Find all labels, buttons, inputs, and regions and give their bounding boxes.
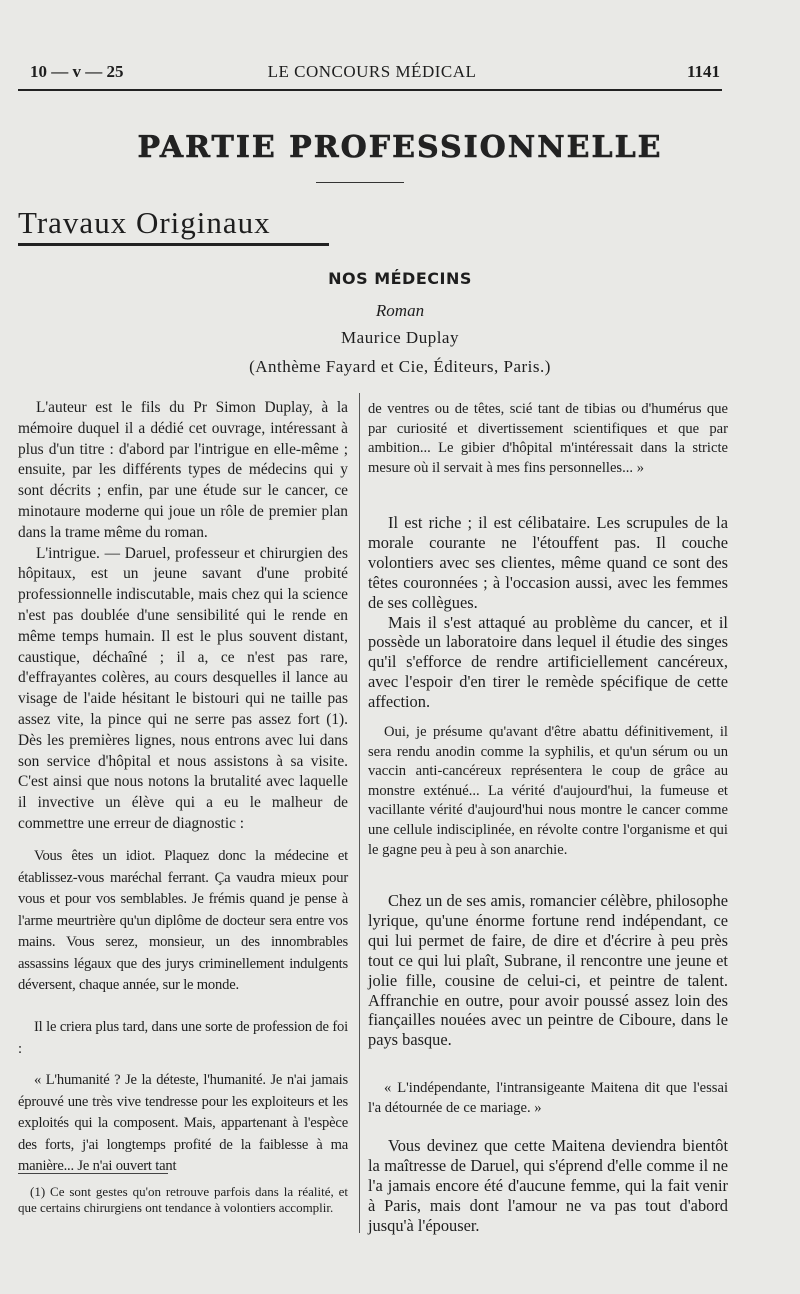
column-divider [359, 393, 360, 1233]
right-column-maitena [368, 1136, 728, 1236]
paragraph-profession-de-foi: Il le criera plus tard, dans une sorte de profession de foi : [18, 1019, 348, 1057]
paragraph-maitena: Vous devinez que cette Maitena deviendra bientôt la maîtresse de Daruel, qui s'éprend d'elle comme il ne l'a jamais encore été d'aucune femme, qui la fait venir à Paris, mais dont l'amour ne va pas tout d'abord jusqu'à l'épouser. [368, 1136, 728, 1235]
article-publisher: (Anthème Fayard et Cie, Éditeurs, Paris.) [249, 357, 551, 376]
article-subtitle: Roman [375, 301, 425, 320]
left-column-quotes [18, 846, 348, 997]
paragraph-intro: L'auteur est le fils du Pr Simon Duplay, à la mémoire duquel il a dédié cet ouvrage, intéressant à plus d'un titre : d'abord par l'intrigue en elle-même ; ensuite, par les différents types de médecins qui y sont décrits ; enfin, par une étude sur le cancer, ce minotaure moderne qui joue un rôle de premier plan dans la trame même du roman. [18, 399, 348, 541]
right-column-quote-cont [368, 400, 728, 478]
section-title: PARTIE PROFESSIONNELLE [137, 130, 663, 165]
rubric-title: Travaux Originaux [18, 205, 271, 240]
paragraph-riche: Il est riche ; il est célibataire. Les scrupules de la morale courante ne l'étouffent pas. Il couche volontiers avec ses clientes, même quand ce sont des têtes couronnées ; à l'occasion aussi, avec les femmes de ses collègues. [368, 513, 728, 612]
paragraph-intrigue: L'intrigue. — Daruel, professeur et chirurgien des hôpitaux, est un jeune savant d'une probité professionnelle indiscutable, mais chez qui la science n'est pas doublée d'une sensibilité qui le rende en même temps humain. Il est le plus souvent distant, caustique, déchaîné ; il a, ce n'est pas rare, d'effrayantes colères, au cours desquelles il lance au visage de l'aide hésitant le bistouri qui ne taille pas assez vite, la pince qui ne serre pas assez fort (1). Dès les premières lignes, nous entrons avec lui dans son service d'hôpital et nous assistons à sa visite. C'est ainsi que nous notons la brutalité avec laquelle il invective un élève qui a eu le malheur de commettre une erreur de diagnostic : [18, 544, 348, 832]
article-title: NOS MÉDECINS [328, 269, 472, 288]
left-column-profession [18, 1017, 348, 1060]
footnote-rule [18, 1173, 168, 1174]
journal-name: LE CONCOURS MÉDICAL [267, 62, 477, 81]
quote-idiot: Vous êtes un idiot. Plaquez donc la médecine et établissez-vous maréchal ferrant. Ça vaudra mieux pour vous et pour vos semblables. Je frémis quand je pense à l'arme meurtrière qu'un diplôme de docteur sera entre vos mains. Vous serez, monsieur, un des innombrables assassins légaux que des jurys criminellement indulgents déversent, chaque année, sur le monde. [18, 848, 348, 993]
article-author: Maurice Duplay [341, 328, 459, 347]
right-column-subrane [368, 891, 728, 1050]
paragraph-cancer: Mais il s'est attaqué au problème du cancer, et il possède un laboratoire dans lequel il étudie des singes qu'il s'efforce de rendre artificiellement cancéreux, avec l'espoir d'en tirer le remède spécifique de cette affection. [368, 612, 728, 712]
issue-date: 10 — v — 25 [30, 62, 124, 81]
right-column-maitena-quote [368, 1079, 728, 1118]
rubric-underline [18, 243, 329, 246]
header-rule [18, 89, 722, 91]
left-column [18, 398, 348, 835]
paragraph-subrane: Chez un de ses amis, romancier célèbre, philosophe lyrique, qu'une énorme fortune rend indépendant, ce qui lui permet de faire, de dire et d'écrire à peu près tout ce qui lui plaît, Subrane, il rencontre une jeune et jolie fille, cousine de celui-ci, et peintre de talent. Affranchie en outre, pour avoir poussé assez loin des fiançailles nouées avec un peintre de Ciboure, dans le pays basque. [368, 891, 728, 1050]
section-divider [316, 182, 404, 183]
right-column-body [368, 513, 728, 712]
running-header [24, 58, 720, 86]
left-column-humanite [18, 1070, 348, 1178]
footnote: (1) Ce sont gestes qu'on retrouve parfois dans la réalité, et que certains chirurgiens ont tendance à volontiers accomplir. [18, 1184, 348, 1215]
page-number: 1141 [686, 62, 720, 81]
quote-continuation: de ventres ou de têtes, scié tant de tibias ou d'humérus que par curiosité et divertissement scientifiques et que par ambition... Le gibier d'hôpital m'intéressait dans la stricte mesure où il servait à mes fins personnelles... » [368, 401, 728, 476]
quote-maitena: « L'indépendante, l'intransigeante Maitena dit que l'essai l'a détournée de ce mariage. » [368, 1080, 728, 1116]
quote-humanite: « L'humanité ? Je la déteste, l'humanité. Je n'ai jamais éprouvé une très vive tendresse pour les exploiteurs et les exploités qui la composent. Mais, appartenant à l'espèce des forts, j'ai longtemps profité de la faiblesse à ma manière... Je n'ai ouvert tant [18, 1072, 348, 1174]
quote-cancer: Oui, je présume qu'avant d'être abattu définitivement, il sera rendu anodin comme la syphilis, et qu'un sérum ou un vaccin anti-cancéreux représentera le coup de grâce au monstre exténué... La vérité d'aujourd'hui, la fumeuse et vacillante vérité d'aujourd'hui nous montre le cancer comme une cellule indisciplinée, en révolte contre l'organisme et qui le gagne peu à peu à son anarchie. [368, 724, 728, 858]
right-column-quote-cancer [368, 723, 728, 860]
